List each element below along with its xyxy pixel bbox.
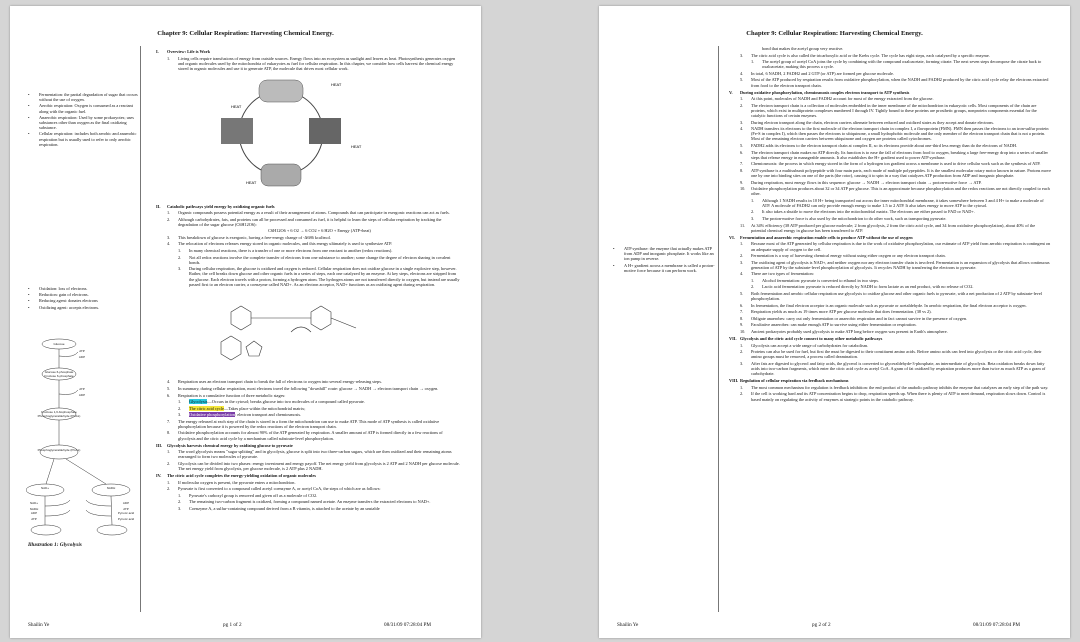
diagram-label: ADP — [122, 501, 130, 505]
heat-label: HEAT — [331, 82, 342, 88]
item-number: 6. — [167, 392, 171, 398]
margin-note: • Reducing agent: donates electrons — [28, 298, 140, 303]
diagram-label: ATP — [31, 517, 37, 521]
item-text: In fermentation, the final electron acceptor is an organic molecule such as pyruvate or acetaldehyde. In aerobic respiration, the final electron acceptor is oxygen. — [751, 302, 1027, 308]
section-heading — [156, 204, 461, 209]
outline-item — [729, 77, 1051, 87]
item-number: 2. — [751, 284, 755, 290]
item-number: 1. — [740, 384, 744, 390]
item-number: 1. — [167, 55, 171, 61]
item-text: FADH2 adds its electrons to the electron transport chain at complex II, so its electrons provide about one-third less energy than do the electrons of NADH. — [751, 143, 1018, 149]
item-number: 3. — [178, 266, 182, 272]
footer-page-number: pg 2 of 2 — [812, 622, 831, 628]
item-number: VIII. — [729, 378, 739, 384]
item-number: 8. — [740, 167, 744, 173]
item-text: Ancient prokaryotes probably used glycolysis to make ATP long before oxygen was present in Earth's atmosphere. — [751, 328, 948, 334]
item-text: Oxidative phosphorylation produces about 32 or 34 ATP per glucose. This is an approximate because phosphorylation and the redox reactions are not directly coupled to each other. — [751, 186, 1050, 197]
outline-item — [729, 96, 1051, 101]
item-number: 10. — [740, 186, 746, 192]
section-heading — [729, 90, 1051, 95]
outline-item — [729, 180, 1051, 185]
item-number: 2. — [178, 499, 182, 505]
outline-item — [729, 385, 1051, 390]
highlighted-term: Glycolysis — [189, 399, 208, 405]
outline-item — [729, 198, 1051, 208]
item-number: 2. — [167, 216, 171, 222]
nad-structure-diagram — [191, 292, 391, 372]
item-number: 8. — [740, 315, 744, 321]
diagram-label: ATP — [79, 387, 85, 391]
outline-item — [729, 59, 1051, 69]
item-text: ATP synthase is a multisubunit polypeptide with four main parts, each made of multiple polypeptides. It is the smallest molecular rotary motor known in nature. Protons move one by one into binding sites on one of the parts (the rotor), causing it to spin in a way that catalyzes ATP production from ADP and inorganic phosphate. — [751, 167, 1051, 178]
item-number: 2. — [740, 391, 744, 397]
item-number: 6. — [740, 149, 744, 155]
item-text: The word glycolysis means "sugar splitting" and in glycolysis, glucose is split into two three-carbon sugars, which are then oxidized and their remaining atoms rearranged to form two molecules of pyruvate. — [178, 449, 452, 460]
item-text: Obligate anaerobes: carry out only fermentation or anaerobic respiration and in fact cannot survive in the presence of oxygen. — [751, 315, 968, 321]
item-number: III. — [156, 442, 163, 448]
figure-caption: Illustration 1: Glycolysis — [28, 542, 82, 548]
outline-item — [156, 430, 461, 440]
item-number: 1. — [740, 96, 744, 102]
item-number: 1. — [751, 197, 755, 203]
outline-item — [156, 56, 461, 71]
outline-item — [156, 210, 461, 215]
item-number: 5. — [167, 385, 171, 391]
item-number: 1. — [167, 210, 171, 216]
outline-item — [156, 255, 461, 265]
item-number: 2. — [751, 209, 755, 215]
outline-item — [156, 461, 461, 471]
item-number: 3. — [740, 52, 744, 58]
item-text: Not all redox reactions involve the complete transfer of electrons from one substance to another; some change the degree of electron sharing in covalent bonds. — [189, 254, 451, 265]
margin-note: • A H+ gradient across a membrane is called a proton-motive force because it can perform work. — [613, 263, 717, 273]
item-text: The electron transport chain is a collection of molecules embedded in the inner membrane of the mitochondrion in eukaryotic cells. Most components of the chain are proteins, which exist in multiprotein complexes numbered I through IV. Tightly bound to these proteins are prosthetic groups, nonprotein components essential for the catalytic functions of certain enzymes. — [751, 102, 1037, 119]
section-heading — [729, 378, 1051, 383]
page-footer — [28, 622, 461, 628]
item-text: bond that makes the acetyl group very reactive. — [762, 46, 844, 51]
outline-item — [156, 386, 461, 391]
outline-item — [729, 361, 1051, 376]
outline-item — [729, 103, 1051, 118]
item-text: Catabolic pathways yield energy by oxidizing organic fuels — [167, 203, 275, 209]
outline-item — [729, 284, 1051, 289]
outline-item — [156, 248, 461, 253]
item-text: Fermentation and anaerobic respiration enable cells to produce ATP without the use of oxygen — [740, 234, 913, 240]
outline-item — [156, 493, 461, 498]
margin-note: • Oxidation: loss of electrons. — [28, 286, 140, 291]
item-text: If molecular oxygen is present, the pyruvate enters a mitochondrion. — [178, 479, 296, 485]
item-number: 1. — [751, 59, 755, 65]
item-number: 7. — [740, 161, 744, 167]
item-number: VII. — [729, 336, 737, 342]
diagram-label: NADH — [29, 507, 39, 511]
item-text: During cellular respiration, the glucose is oxidized and oxygen is reduced. Cellular respiration does not oxidize glucose in a single explosive step, however. Rather, the cell breaks down glucose and other organic fuels in a series of steps, each one catalyzed by an enzyme. At key steps, electrons are stripped from the glucose. Each electron travels with a proton, forming a hydrogen atom. The hydrogen atoms are not transferred directly to oxygen, but instead are usually passed first to an electron carrier, a coenzyme called NAD+. As an electron acceptor, NAD+ functions as an oxidizing agent during respiration. — [189, 266, 460, 287]
item-number: 3. — [751, 216, 755, 222]
highlighted-term: Oxidative phosphorylation — [189, 412, 235, 418]
item-text: This breakdown of glucose is exergonic, having a free-energy change of -Δ686 kcal/mol. — [178, 234, 331, 240]
outline-item — [729, 316, 1051, 321]
margin-note: • Fermentation: the partial degradation of sugar that occurs without the use of oxygen. — [28, 92, 140, 102]
item-text: At this point, molecules of NADH and FADH2 account for most of the energy extracted from the glucose. — [751, 96, 934, 102]
item-text: C6H12O6 + 6 O2 → 6 CO2 + 6 H2O + Energy (ATP+heat) — [268, 228, 371, 234]
item-number: 2. — [740, 253, 744, 259]
item-number: 4. — [740, 271, 744, 277]
footer-timestamp: 08/31/09 07:28:04 PM — [384, 622, 431, 628]
document-page-1 — [10, 6, 481, 638]
item-text-rest: : electron transport and chemiosmosis. — [234, 412, 302, 418]
outline-item — [729, 241, 1051, 251]
outline-item — [156, 228, 461, 233]
item-number: 9. — [740, 322, 744, 328]
outline-item — [156, 406, 461, 411]
item-number: 5. — [740, 143, 744, 149]
outline-item — [156, 412, 461, 417]
outline-item — [729, 71, 1051, 76]
item-number: 1. — [740, 241, 744, 247]
outline-item — [729, 278, 1051, 283]
item-number: 1. — [740, 342, 744, 348]
diagram-label: ATP — [79, 349, 85, 353]
outline-item — [156, 506, 461, 511]
diagram-label: Phosphoglyceraldehyde (PGAL) — [37, 448, 81, 452]
heat-label: HEAT — [231, 104, 242, 110]
outline-item — [156, 379, 461, 384]
page-header: Chapter 9: Cellular Respiration: Harvesting Chemical Energy. — [157, 30, 334, 37]
diagram-label: Glucose — [53, 342, 65, 347]
item-number: 3. — [178, 506, 182, 512]
item-text: Alcohol fermentation: pyruvate is converted to ethanol in two steps. — [762, 277, 879, 283]
item-number: 5. — [740, 77, 744, 83]
outline-item — [156, 241, 461, 246]
item-text: Although carbohydrates, fats, and proteins can all be processed and consumed as fuel, it is helpful to learn the steps of cellular respiration by tracking the degradation of the sugar glucose (C6H12O6): — [178, 216, 442, 227]
item-number: 2. — [167, 460, 171, 466]
item-number — [167, 228, 178, 233]
item-number: V. — [729, 89, 733, 95]
item-number: 6. — [740, 302, 744, 308]
item-text: The oxidizing agent of glycolysis is NAD+, and neither oxygen nor any electron transfer chain is involved. Fermentation is an expansion of glycolysis that allows continuous generation of ATP by the substrate-level phosphorylation of glycolysis. It recycles NADH by transferring the electrons to pyruvate. — [751, 259, 1050, 270]
item-number: 1. — [167, 479, 171, 485]
document-page-2 — [599, 6, 1070, 638]
item-text-rest: —Takes place within the mitochondrial matrix; — [223, 405, 306, 411]
item-number: 2. — [740, 349, 744, 355]
diagram-label: Fructose 1,6-bisphosphate — [41, 410, 77, 414]
item-text: The energy released at each step of the chain is stored in a form the mitochondrion can use to make ATP. This mode of ATP synthesis is called oxidative phosphorylation because it is powered by the redox reactions of the electron transport chain. — [178, 418, 440, 429]
main-content — [156, 47, 461, 617]
item-number: 11. — [740, 222, 746, 228]
item-number: 2. — [167, 486, 171, 492]
section-heading — [156, 443, 461, 448]
footer-timestamp: 08/31/09 07:28:04 PM — [973, 622, 1020, 628]
outline-item — [729, 271, 1051, 276]
item-text: In summary, during cellular respiration, most electrons travel the following "downhill" route: glucose → NADH → electron transport chain → oxygen. — [178, 385, 439, 391]
footer-author: Shailin Ye — [28, 622, 50, 628]
footer-page-number: pg 1 of 2 — [223, 622, 242, 628]
margin-notes-definitions — [28, 92, 140, 148]
item-text: Glycolysis can accept a wide range of carbohydrates for catabolism. — [751, 342, 869, 348]
diagram-label: NADH — [106, 486, 116, 490]
outline-item — [156, 419, 461, 429]
outline-item — [729, 291, 1051, 301]
margin-note: • Reduction: gain of electrons. — [28, 292, 140, 297]
item-text: Organic compounds possess potential energy as a result of their arrangement of atoms. Compounds that can participate in exergonic reactions can act as fuels. — [178, 210, 450, 216]
item-number: 4. — [740, 126, 744, 132]
outline-item — [729, 216, 1051, 221]
item-text: NADH transfers its electrons to the first molecule of the electron transport chain in complex I, a flavoprotein (FMN). FMN then passes the electrons to an iron-sulfur protein (Fe-S in complex I), which then passes the electrons to ubiquinone, a small hydrophobic molecule and the only member of the electron transport chain that is not a protein. Most of the remaining electron carriers between ubiquinone and oxygen are proteins called cytochromes. — [751, 126, 1049, 142]
margin-note: • Anaerobic respiration: Used by some prokaryotes; uses substances other than oxygen as the final oxidizing substance. — [28, 115, 140, 131]
item-text — [189, 399, 461, 404]
outline-item — [729, 329, 1051, 334]
outline-item — [729, 309, 1051, 314]
item-text: Proteins can also be used for fuel, but first the must be digested to their constituent amino acids. Before amino acids can feed into glycolysis or the citric acid cycle, their amino groups must be removed, a process called deamination. — [751, 349, 1042, 360]
item-text: Because most of the ATP generated by cellular respiration is due to the work of oxidative phosphorylation, our estimate of ATP yield from aerobic respiration is contingent on an adequate supply of oxygen to the cell. — [751, 241, 1051, 252]
margin-note: • Cellular respiration: includes both aerobic and anaerobic respiration but is usually used to refer to only aerobic respiration. — [28, 131, 140, 147]
item-text: Lactic acid fermentation: pyruvate is reduced directly by NADH to form lactate as an end product, with no release of CO2. — [762, 284, 974, 290]
outline-item — [156, 499, 461, 504]
item-text: In total, 6 NADH, 2 FADH2 and 2 GTP (or ATP) are formed per glucose molecule. — [751, 70, 894, 76]
item-text: During respiration, most energy flows in this sequence: glucose → NADH → electron transport chain → proton-motive force → ATP. — [751, 179, 982, 185]
outline-item — [156, 480, 461, 485]
outline-item — [729, 150, 1051, 160]
diagram-label: ATP — [123, 507, 129, 511]
section-heading — [156, 473, 461, 478]
item-text: If the cell is working hard and its ATP concentration begins to drop, respiration speeds up. When there is plenty of ATP to meet demand, respiration slows down. Control is based mainly on regulating the activity of enzymes at strategic points in the catabolic pathway. — [751, 391, 1046, 402]
item-text: During oxidative phosphorylation, chemiosmosis couples electron transport to ATP synthesis — [740, 89, 910, 95]
item-text: The proton-motive force is also used by the mitochondrion to do other work, such as transporting pyruvate. — [762, 216, 947, 222]
item-text: During electron transport along the chain, electron carriers alternate between reduced and oxidized states as they accept and donate electrons. — [751, 119, 995, 125]
item-text: Glycolysis and the citric acid cycle connect to many other metabolic pathways — [740, 336, 883, 342]
item-text: After fats are digested to glycerol and fatty acids, the glycerol is converted to glyceraldehyde-3-phosphate, an intermediate of glycolysis. Beta oxidation breaks down fatty acids into two-carbon fragments, which enter the citric acid cycle as acetyl CoA. A gram of fat oxidized by respiration produces more than twice as much ATP as a gram of carbohydrate. — [751, 360, 1046, 377]
item-text: At 34% efficiency (38 ATP produced per glucose molecule; 2 from glycolysis, 2 from the citric acid cycle, and 34 from oxidative phosphorylation), about 40% of the potential chemical energy in glucose has been transferred to ATP. — [751, 222, 1036, 233]
item-text: Respiration is a cumulative function of three metabolic stages: — [178, 392, 286, 398]
item-number: 3. — [740, 119, 744, 125]
heat-label: HEAT — [246, 180, 257, 186]
item-text: Regulation of cellular respiration via feedback mechanisms — [740, 378, 849, 384]
section-heading — [729, 235, 1051, 240]
item-text-rest: —Occurs in the cytosol; breaks glucose into two molecules of a compound called pyruvate. — [207, 399, 365, 405]
diagram-label: NAD+ — [40, 486, 50, 490]
margin-divider — [718, 46, 719, 612]
item-text: The citric acid cycle completes the energy-yielding oxidation of organic molecules — [167, 473, 316, 479]
outline-item — [729, 391, 1051, 401]
item-number: 4. — [167, 379, 171, 385]
diagram-label: ADP — [78, 393, 86, 397]
item-number: 7. — [740, 309, 744, 315]
outline-item — [729, 223, 1051, 233]
item-number: 3. — [178, 412, 182, 418]
item-text: Although 1 NADH results in 10 H+ being transported out across the inner mitochondrial membrane, it takes somewhere between 3 and 4 H+ to make a molecule of ATP. A molecule of FADH2 can only provide enough energy to make 1.5 to 2 ATP. It also takes energy to move ATP to the cytosol. — [762, 197, 1044, 208]
outline-item — [156, 393, 461, 398]
item-number: 3. — [740, 259, 744, 265]
item-text: Glycolysis can be divided into two phases: energy investment and energy payoff. The net energy yield from glycolysis is 2 ATP and 2 NADH per glucose molecule. The net energy yield from glycolysis, per glucose molecule, is 2 ATP plus 2 NADH. — [178, 460, 460, 472]
outline-item — [156, 449, 461, 459]
item-text: The remaining two-carbon fragment is oxidized, forming a compound named acetate. An enzyme transfers the extracted electrons to NAD+. — [189, 499, 431, 505]
item-text: There are two types of fermentation: — [751, 271, 814, 277]
item-text: Chemiosmosis: the process in which energy stored in the form of a hydrogen ion gradient across a membrane is used to drive cellular work such as the synthesis of ATP. — [751, 161, 1041, 167]
outline-item — [729, 349, 1051, 359]
item-text: The electron transport chain makes no ATP directly. Its function is to ease the fall of electrons from food to oxygen, breaking a large free-energy drop into a series of smaller steps that release energy in manageable amounts. It also establishes the H+ gradient used to power ATP synthase. — [751, 149, 1048, 160]
outline-item — [729, 143, 1051, 148]
item-number: 7. — [167, 418, 171, 424]
glycolysis-diagram — [26, 336, 142, 541]
diagram-label: Pyruvic acid — [117, 517, 135, 521]
diagram-label: Pyruvic acid — [117, 511, 135, 515]
outline-item — [729, 303, 1051, 308]
diagram-label: ADP — [30, 511, 38, 515]
outline-item — [156, 266, 461, 287]
outline-item — [729, 260, 1051, 270]
margin-note: • ATP synthase: the enzyme that actually makes ATP from ADP and inorganic phosphate. It works like an ion pump in reverse. — [613, 246, 717, 262]
item-text: Fermentation is a way of harvesting chemical energy without using either oxygen or any electron transport chain. — [751, 253, 946, 259]
highlighted-term: The citric acid cycle — [189, 405, 224, 411]
item-text: The acetyl group of acetyl CoA joins the cycle by combining with the compound oxaloacetate, forming citrate. The next seven steps decompose the citrate back to oxaloacetate, making this process a cycle. — [762, 59, 1042, 70]
outline-item — [156, 217, 461, 227]
item-text: Respiration yields as much as 19 times more ATP per glucose molecule that does fermentation. (38 vs 2). — [751, 309, 932, 315]
item-number: 3. — [740, 360, 744, 366]
item-number: 2. — [178, 405, 182, 411]
outline-item — [729, 46, 1051, 51]
item-number: I. — [156, 49, 159, 54]
item-text: Respiration uses an electron transport chain to break the fall of electrons to oxygen into several energy-releasing steps. — [178, 379, 382, 385]
item-number — [751, 46, 762, 51]
section-heading — [156, 49, 461, 54]
item-number: 3. — [167, 234, 171, 240]
margin-notes-redox — [28, 286, 140, 311]
item-text: The relocation of electrons releases energy stored in organic molecules, and this energy ultimately is used to synthesize ATP. — [178, 241, 393, 247]
outline-item — [729, 126, 1051, 141]
item-text: The citric acid cycle is also called the tricarboxylic acid or the Krebs cycle. The cycle has eight steps, each catalyzed by a specific enzyme. — [751, 52, 990, 58]
energy-flow-diagram — [181, 76, 381, 190]
outline-item — [156, 235, 461, 240]
item-text: Facultative anaerobes: can make enough ATP to survive using either fermentation or respiration. — [751, 322, 917, 328]
outline-item — [729, 343, 1051, 348]
item-text: Living cells require transfusions of energy from outside sources. Energy flows into an ecosystem as sunlight and leaves as heat. Photosynthesis generates oxygen and organic molecules used by the mitochondria of eukaryotes as fuel for cellular respiration. In this chapter, we consider how cells harvest the chemical energy stored in organic molecules and use it to generate ATP, the molecule that drives most cellular work. — [178, 55, 456, 71]
page-header: Chapter 9: Cellular Respiration: Harvesting Chemical Energy. — [746, 30, 923, 37]
item-text: In many chemical reactions, there is a transfer of one or more electrons from one reactant to another (redox reactions). — [189, 248, 393, 253]
item-number: VI. — [729, 234, 735, 240]
item-number: 5. — [740, 291, 744, 297]
item-number: 8. — [167, 430, 171, 436]
outline-item — [729, 120, 1051, 125]
outline-item — [729, 209, 1051, 214]
item-text: Most of the ATP produced by respiration results from oxidative phosphorylation, when the NADH and FADH2 produced by the citric acid cycle relay the electrons extracted from food to the electron transport chain. — [751, 77, 1049, 88]
item-number: 1. — [167, 449, 171, 455]
item-text: Pyruvate is first converted to a compound called acetyl coenzyme A, or acetyl CoA, the steps of which are as follows: — [178, 486, 381, 492]
outline-item — [729, 53, 1051, 58]
outline-item — [729, 322, 1051, 327]
margin-note: • Aerobic respiration: Oxygen is consumed as a reactant along with the organic fuel. — [28, 103, 140, 113]
outline-item — [729, 253, 1051, 258]
item-text: Overview: Life is Work — [167, 49, 211, 54]
item-text — [189, 406, 461, 411]
item-text — [189, 412, 461, 417]
item-number: 2. — [178, 254, 182, 260]
outline-item — [729, 168, 1051, 178]
item-number: 1. — [178, 492, 182, 498]
heat-label: HEAT — [351, 144, 362, 150]
section-heading — [729, 336, 1051, 341]
margin-notes-atp-synthase — [613, 246, 717, 274]
item-number: 1. — [751, 277, 755, 283]
item-text: The most common mechanism for regulation is feedback inhibition: the end product of the anabolic pathway inhibits the enzyme that catalyzes an early step of the path way. — [751, 384, 1049, 390]
outline-item — [156, 486, 461, 491]
diagram-label: NAD+ — [29, 501, 39, 505]
item-text: Oxidative phosphorylation accounts for almost 90% of the ATP generated by respiration. A smaller amount of ATP is formed directly in a few reactions of glycolysis and the citric acid cycle by a mechanism called substrate-level phosphorylation. — [178, 430, 443, 441]
item-text: Both fermentation and aerobic cellular respiration use glycolysis to oxidize glucose and other organic fuels to pyruvate, with a net production of 2 ATP by substrate-level phosphorylation. — [751, 291, 1042, 302]
item-number: 9. — [740, 179, 744, 185]
item-number: 2. — [740, 102, 744, 108]
outline-item — [729, 161, 1051, 166]
item-number: 1. — [178, 248, 182, 253]
item-text: Pyruvate's carboxyl group is removed and given off as a molecule of CO2. — [189, 492, 318, 498]
diagram-label: Phosphoglyceraldehyde (PGAL) — [37, 414, 81, 418]
outline-item — [729, 186, 1051, 196]
margin-note: • Oxidizing agent: accepts electrons. — [28, 305, 140, 310]
page-footer — [617, 622, 1050, 628]
item-number: 4. — [167, 241, 171, 247]
item-number: 10. — [740, 328, 746, 334]
main-content — [729, 46, 1051, 616]
item-number: II. — [156, 203, 161, 209]
item-text: It also takes a shuttle to move the electrons into the mitochondrial matrix. The electrons are either passed to FAD or NAD+. — [762, 209, 975, 215]
item-number: IV. — [156, 473, 162, 479]
diagram-label: Fructose 6-phosphate — [44, 374, 74, 378]
diagram-label: Glucose 6-phosphate — [44, 370, 74, 374]
item-text: Coenzyme A, a sulfur-containing compound derived from a B vitamin, is attached to the acetate by an unstable — [189, 506, 380, 512]
item-number: 4. — [740, 70, 744, 76]
footer-author: Shailin Ye — [617, 622, 639, 628]
item-number: 1. — [178, 399, 182, 405]
diagram-label: ADP — [78, 355, 86, 359]
outline-item — [156, 399, 461, 404]
item-text: Glycolysis harvests chemical energy by oxidizing glucose to pyruvate — [167, 442, 293, 448]
